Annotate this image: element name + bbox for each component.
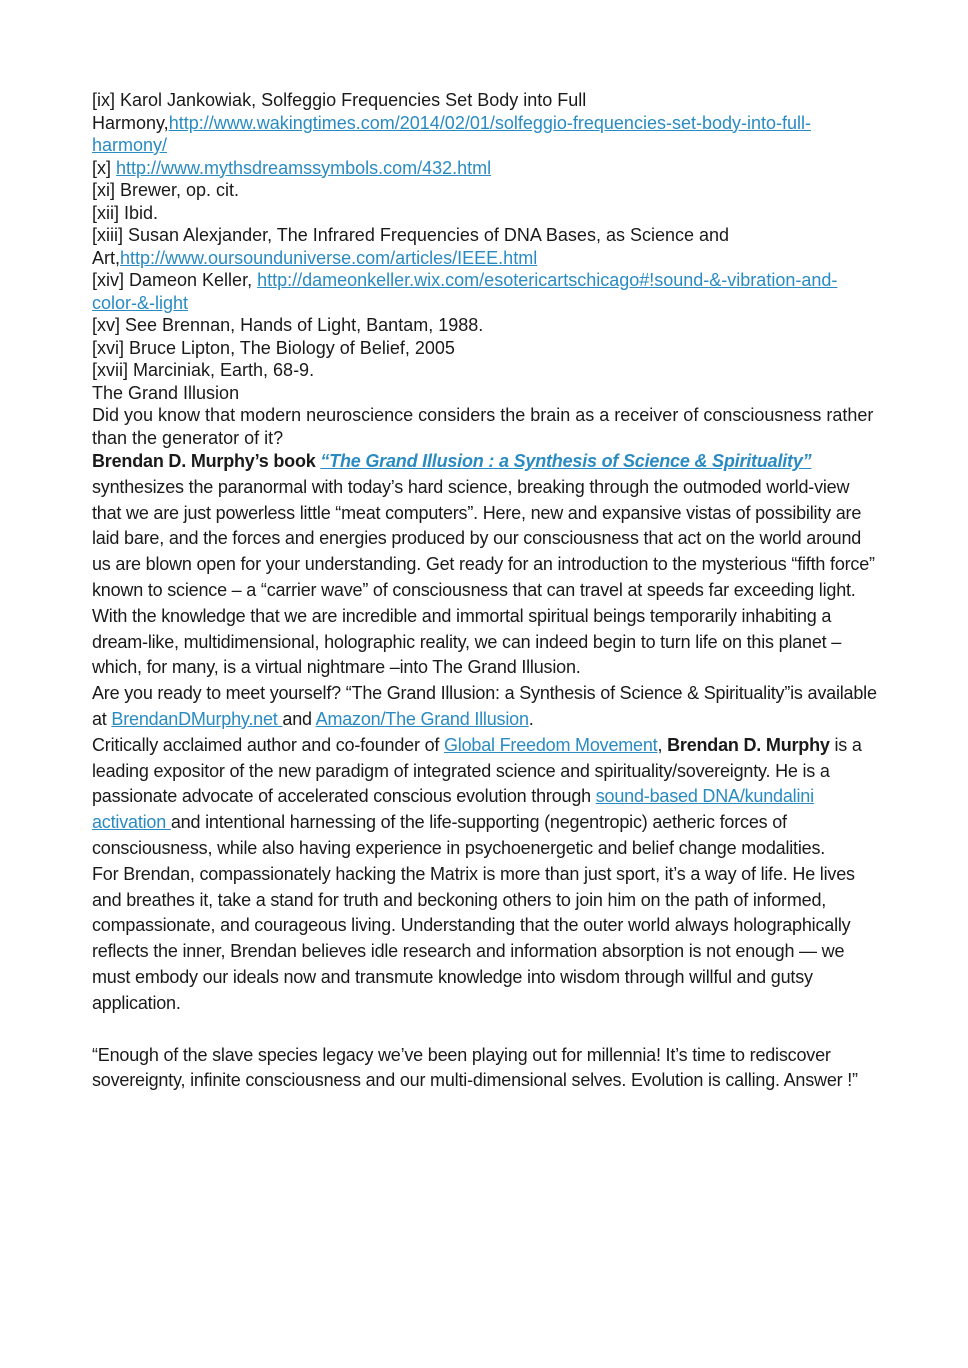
reference-xvi — [92, 337, 878, 360]
reference-ix — [92, 89, 878, 157]
oursounduniverse-link[interactable]: http://www.oursounduniverse.com/articles/IEEE.html — [120, 247, 538, 268]
reference-xvii — [92, 359, 878, 382]
reference-text: [xvii] Marciniak, Earth, 68-9. — [92, 360, 315, 380]
blank-line — [92, 1017, 878, 1043]
closing-quote-text: “Enough of the slave species legacy we’ve been playing out for millennia! It’s time to rediscover sovereignty, infinite consciousness and our multi-dimensional selves. Evolution is calling. Answer !” — [92, 1044, 858, 1091]
reference-text: [xvi] Bruce Lipton, The Biology of Belief, 2005 — [92, 337, 455, 358]
amazon-grand-illusion-link[interactable]: Amazon/The Grand Illusion — [315, 708, 529, 729]
dameonkeller-link[interactable]: http://dameonkeller.wix.com/esotericartschicago#!sound-&-vibration-and-color-&-light — [92, 270, 838, 313]
matrix-paragraph-text: For Brendan, compassionately hacking the Matrix is more than just sport, it’s a way of life. He lives and breathes it, take a stand for truth and beckoning others to join him on the path of informed, compassionate, and courageous living. Understanding that the outer world always holographically reflects the inner, Brendan believes idle research and information absorption is not enough — we must embody our ideals now and transmute knowledge into wisdom through willful and gutsy application. — [92, 863, 855, 1013]
reference-x — [92, 157, 878, 180]
body-section — [92, 449, 878, 1094]
section-title — [92, 382, 878, 405]
availability-lead: Are you ready to meet yourself? “The Grand Illusion: a Synthesis of Science & Spirituality”is available at — [92, 683, 877, 729]
global-freedom-movement-link[interactable]: Global Freedom Movement — [443, 734, 658, 755]
bio-comma: , — [657, 734, 668, 755]
reference-text: [xii] Ibid. — [92, 202, 159, 223]
author-name-bold: Brendan D. Murphy — [667, 734, 830, 755]
book-paragraph-text: synthesizes the paranormal with today’s hard science, breaking through the outmoded world-view that we are just powerless little “meat computers”. Here, new and expansive vistas of possibility are laid bare, and the forces and energies produced by our consciousness that act on the world around us are blown open for your understanding. Get ready for an introduction to the mysterious “fifth force” known to science – a “carrier wave” of consciousness that can travel at speeds far exceeding light. With the knowledge that we are incredible and immortal spiritual beings temporarily inhabiting a dream-like, multidimensional, holographic reality, we can indeed begin to turn life on this planet – which, for many, is a virtual nightmare –into The Grand Illusion. — [92, 476, 875, 678]
matrix-paragraph — [92, 862, 878, 1017]
brendandmurphy-net-link[interactable]: BrendanDMurphy.net — [111, 708, 283, 729]
availability-connector: and — [282, 708, 316, 729]
reference-xiii — [92, 224, 878, 269]
intro-question — [92, 404, 878, 449]
bio-lead: Critically acclaimed author and co-founder of — [92, 734, 444, 755]
reference-text: [ix] Karol Jankowiak, Solfeggio Frequencies Set Body into Full Harmony, — [92, 90, 587, 133]
availability-period: . — [528, 708, 534, 729]
bio-mid: is a leading expositor of the new paradigm of integrated science and spirituality/sovereignty. He is a passionate advocate of accelerated conscious evolution through — [92, 734, 862, 807]
reference-xi — [92, 179, 878, 202]
availability-paragraph — [92, 681, 878, 733]
wakingtimes-link[interactable]: http://www.wakingtimes.com/2014/02/01/solfeggio-frequencies-set-body-into-full-harmony/ — [92, 112, 812, 155]
dna-kundalini-activation-link[interactable]: sound-based DNA/kundalini activation — [92, 786, 814, 833]
bio-tail: and intentional harnessing of the life-supporting (negentropic) aetheric forces of consciousness, while also having experience in psychoenergetic and belief change modalities. — [92, 812, 826, 858]
reference-xii — [92, 202, 878, 225]
reference-text: [xv] See Brennan, Hands of Light, Bantam, 1988. — [92, 315, 484, 335]
mythsdreamssymbols-link[interactable]: http://www.mythsdreamssymbols.com/432.html — [116, 157, 492, 178]
reference-xiv — [92, 269, 878, 314]
document-page — [92, 89, 878, 1094]
grand-illusion-book-link[interactable]: “The Grand Illusion : a Synthesis of Science & Spirituality” — [320, 451, 812, 471]
reference-xv — [92, 314, 878, 337]
reference-text: [x] — [92, 157, 117, 178]
bio-paragraph — [92, 733, 878, 862]
book-lead-bold: Brendan D. Murphy’s book — [92, 451, 321, 471]
reference-text: [xiv] Dameon Keller, — [92, 270, 258, 290]
closing-quote-paragraph — [92, 1043, 878, 1095]
reference-text: [xiii] Susan Alexjander, The Infrared Frequencies of DNA Bases, as Science and Art, — [92, 225, 730, 268]
references-section — [92, 89, 878, 449]
section-title-text: The Grand Illusion — [92, 382, 240, 403]
reference-text: [xi] Brewer, op. cit. — [92, 180, 240, 200]
intro-question-text: Did you know that modern neuroscience considers the brain as a receiver of consciousness rather than the generator of it? — [92, 405, 874, 448]
book-paragraph — [92, 449, 878, 681]
